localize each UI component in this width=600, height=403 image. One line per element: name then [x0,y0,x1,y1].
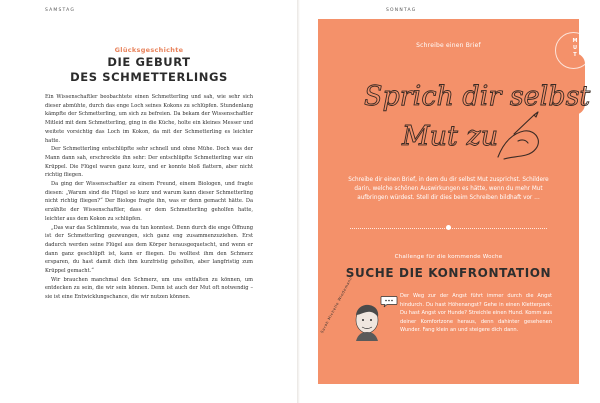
tab-label: MUT [572,38,578,59]
running-head-left: SAMSTAG [45,8,76,13]
story-title-line2: DES SCHMETTERLINGS [70,70,228,84]
script-headline [358,71,591,166]
story-paragraph-4: „Das war das Schlimmste, was du tun konntest. Denn durch die enge Öffnung ist der Schmetterling gezwungen, sich ganz eng zusammenzuziehen. Erst dadurch werden seine Flügel aus dem Körper herausgequetscht, und wenn er dann ganz geschlüpft ist, kann er fliegen. Du wolltest ihm den Schmerz ersparen, du hast damit dich ihm kurzfristig geholfen, aber langfristig zum Krüppel gemacht.“ [45,224,253,275]
story-title-line1: DIE GEBURT [107,55,191,69]
card-kicker: Schreibe einen Brief [416,42,481,49]
script-headline-line1: Sprich dir selbst [364,81,591,112]
portrait-caption: Sarah Michelle Wiedemann [320,276,354,334]
author-portrait [348,301,386,345]
running-head-right: SONNTAG [386,8,417,13]
story-kicker: Glücksgeschichte [114,46,184,54]
challenge-body: Der Weg zur der Angst führt immer durch die Angst hindurch. Du hast Höhenangst? Gehe in einen Kletterpark. Du hast Angst vor Hunde? Streichle einen Hund. Komm aus deiner Komfortzone heraus, denn dahinter gesehenen Wunder. Fang klein an und steigere dich dann. [400,293,552,334]
left-page [0,0,298,403]
challenge-title: SUCHE DIE KONFRONTATION [345,266,552,280]
story-paragraph-3: Da ging der Wissenschaftler zu einem Freund, einem Biologen, und fragte diesen: „Warum sind die Flügel so kurz und warum kann dieser Schmetterling nicht richtig fliegen?“ Der Biologe fragte ihn, was er denn gemacht hätte. Da erzählte der Wissenschaftler, dass er dem Schmetterling geholfen hatte, leichter aus dem Kokon zu schlüpfen. [45,181,253,222]
challenge-kicker: Challenge für die kommende Woche [394,254,503,260]
right-page [300,0,600,403]
story-paragraph-2: Der Schmetterling entschlüpfte sehr schnell und ohne Mühe. Doch was der Mann dann sah, erschreckte ihn sehr: Der entschlüpfte Schmetterling war ein Krüppel. Die Flügel waren ganz kurz, und er konnte bloß flattern, aber nicht richtig fliegen. [45,146,253,179]
card-body: Schreibe dir einen Brief, in dem du dir selbst Mut zusprichst. Schildere darin, welche schönen Auswirkungen es hätte, wenn du mehr Mut aufbringen würdest. Stell dir dies beim Schreiben bildhaft vor … [348,177,549,201]
divider-dot [446,225,451,230]
orange-card [318,19,591,384]
story-paragraph-5: Wir brauchen manchmal den Schmerz, um uns entfalten zu können, um entdecken zu sein, die wir sein können. Denn ist auch der Mut oft notwendig – sie ist eine Entwicklungschance, die wir nutzen können. [45,276,253,301]
script-headline-line2: Mut zu [402,121,499,152]
story-body [45,93,253,302]
story-paragraph-1: Ein Wissenschaftler beobachtete einen Schmetterling und sah, wie sehr sich dieser abmühte, durch das enge Loch seines Kokons zu schlüpfen. Stundenlang kämpfte der Schmetterling, um sich zu befreien. Da bekam der Wissenschaftler Mitleid mit dem Schmetterling, ging in die Küche, holte ein kleines Messer und weitete vorsichtig das Loch im Kokon, da mit der Schmetterling es leichter hatte. [45,94,253,144]
writing-hand-icon [498,112,538,159]
